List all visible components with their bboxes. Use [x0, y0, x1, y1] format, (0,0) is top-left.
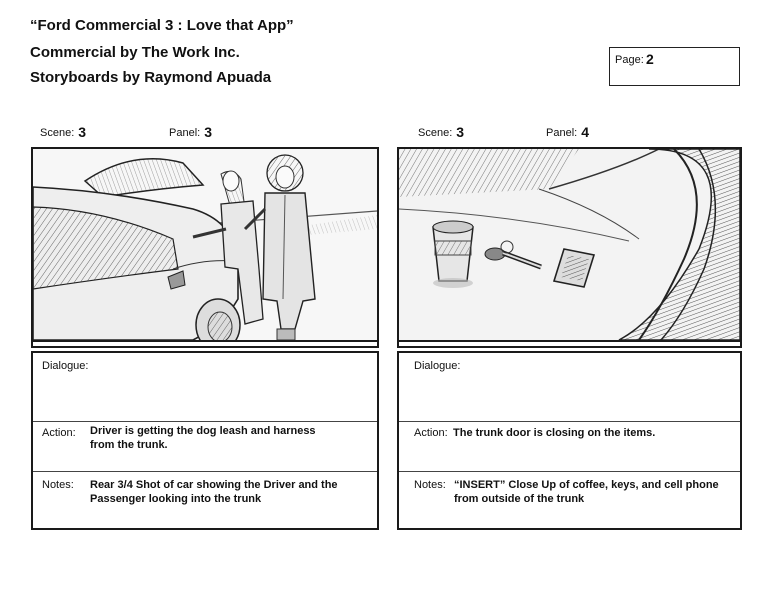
action-label: Action: [42, 427, 76, 439]
divider [399, 471, 740, 472]
action-text: The trunk door is closing on the items. [453, 427, 656, 439]
notes-text: “INSERT” Close Up of coffee, keys, and cell phone from outside of the trunk [454, 479, 719, 505]
scene-label: Scene: [418, 127, 453, 139]
panel-label: Panel: [169, 127, 201, 139]
panel-label: Panel: [546, 127, 578, 139]
scene-field-2 [418, 123, 464, 139]
action-label: Action: [414, 427, 448, 439]
panel-field-1 [169, 123, 212, 139]
page-number: 2 [646, 51, 654, 67]
storyboard-title: “Ford Commercial 3 : Love that App” [30, 17, 294, 34]
dialogue-label: Dialogue: [414, 360, 461, 372]
action-text: Driver is getting the dog leash and harness from the trunk. [90, 425, 316, 451]
frame-strip-1 [31, 342, 379, 348]
scene-number: 3 [456, 124, 465, 140]
notes-label: Notes: [42, 479, 74, 491]
divider [33, 471, 377, 472]
panel-notes-1 [31, 351, 379, 530]
panel-notes-2 [397, 351, 742, 530]
sketch-frame-trunk-items [397, 147, 742, 342]
panel-number: 4 [581, 124, 589, 140]
sketch-frame-car-trunk [31, 147, 379, 342]
frame-strip-2 [397, 342, 742, 348]
scene-field-1 [40, 123, 86, 139]
panel-field-2 [546, 123, 589, 139]
commercial-credit: Commercial by The Work Inc. [30, 44, 240, 61]
page-label: Page: [615, 54, 644, 66]
divider [33, 421, 377, 422]
storyboard-credit: Storyboards by Raymond Apuada [30, 69, 272, 86]
scene-label: Scene: [40, 127, 75, 139]
page-number-box [609, 47, 740, 86]
scene-number: 3 [78, 124, 87, 140]
notes-text: Rear 3/4 Shot of car showing the Driver and the Passenger looking into the trunk [90, 479, 338, 505]
car-trunk-sketch [33, 149, 377, 340]
divider [399, 421, 740, 422]
notes-label: Notes: [414, 479, 446, 491]
panel-number: 3 [204, 124, 212, 140]
trunk-items-sketch [399, 149, 740, 340]
dialogue-label: Dialogue: [42, 360, 89, 372]
